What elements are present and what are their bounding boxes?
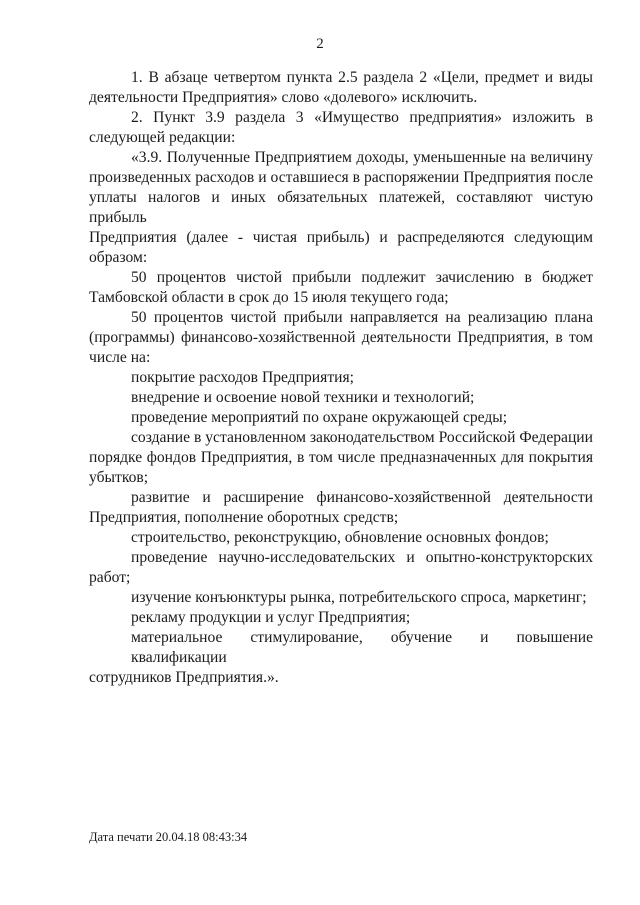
paragraph-line: работ; <box>89 569 131 586</box>
paragraph <box>89 628 593 688</box>
paragraph <box>89 528 593 548</box>
paragraph-line: образом: <box>89 249 148 266</box>
paragraph <box>89 68 593 108</box>
paragraph-line: создание в установленном законодательством Российской Федерации <box>131 429 593 446</box>
print-date-footer: Дата печати 20.04.18 08:43:34 <box>89 830 248 844</box>
paragraph-line: следующей редакции: <box>89 129 236 146</box>
paragraph-line: материальное стимулирование, обучение и повышение квалификации <box>131 629 593 666</box>
paragraph <box>89 428 593 488</box>
paragraph <box>89 488 593 528</box>
paragraph-line: произведенных расходов и оставшиеся в распоряжении Предприятия после <box>89 169 593 186</box>
paragraph-line: порядке фондов Предприятия, в том числе предназначенных для покрытия <box>89 449 593 466</box>
page-number: 2 <box>316 36 324 52</box>
paragraph-line: Тамбовской области в срок до 15 июля текущего года; <box>89 289 449 306</box>
paragraph-line: Предприятия (далее - чистая прибыль) и распределяются следующим <box>89 229 593 246</box>
paragraph-line: внедрение и освоение новой техники и технологий; <box>131 389 475 406</box>
paragraph <box>89 108 593 148</box>
paragraph-line: числе на: <box>89 349 151 366</box>
paragraph-line: 50 процентов чистой прибыли подлежит зачислению в бюджет <box>131 269 593 286</box>
document-body <box>89 68 593 688</box>
paragraph-line: 1. В абзаце четвертом пункта 2.5 раздела 2 «Цели, предмет и виды <box>131 69 593 86</box>
paragraph-line: развитие и расширение финансово-хозяйственной деятельности <box>131 489 593 506</box>
paragraph-line: 2. Пункт 3.9 раздела 3 «Имущество предприятия» изложить в <box>131 109 593 126</box>
paragraph-line: строительство, реконструкцию, обновление основных фондов; <box>131 529 549 546</box>
paragraph <box>89 368 593 388</box>
paragraph <box>89 308 593 368</box>
paragraph <box>89 408 593 428</box>
paragraph-line: Предприятия, пополнение оборотных средств; <box>89 509 399 526</box>
paragraph-line: убытков; <box>89 469 149 486</box>
paragraph <box>89 268 593 308</box>
paragraph-line: проведение мероприятий по охране окружающей среды; <box>131 409 508 426</box>
paragraph-line: 50 процентов чистой прибыли направляется на реализацию плана <box>131 309 593 326</box>
paragraph-line: (программы) финансово-хозяйственной деятельности Предприятия, в том <box>89 329 593 346</box>
paragraph-line: покрытие расходов Предприятия; <box>131 369 354 386</box>
paragraph-line: сотрудников Предприятия.». <box>89 669 279 686</box>
paragraph-line: проведение научно-исследовательских и опытно-конструкторских <box>131 549 593 566</box>
paragraph <box>89 608 593 628</box>
paragraph <box>89 388 593 408</box>
paragraph-line: деятельности Предприятия» слово «долевого» исключить. <box>89 89 478 106</box>
paragraph-line: уплаты налогов и иных обязательных платежей, составляют чистую прибыль <box>89 189 593 226</box>
paragraph-line: «3.9. Полученные Предприятием доходы, уменьшенные на величину <box>131 149 593 166</box>
paragraph-line: изучение конъюнктуры рынка, потребительского спроса, маркетинг; <box>131 589 587 606</box>
paragraph <box>89 588 593 608</box>
paragraph <box>89 148 593 268</box>
paragraph-line: рекламу продукции и услуг Предприятия; <box>131 609 411 626</box>
paragraph <box>89 548 593 588</box>
